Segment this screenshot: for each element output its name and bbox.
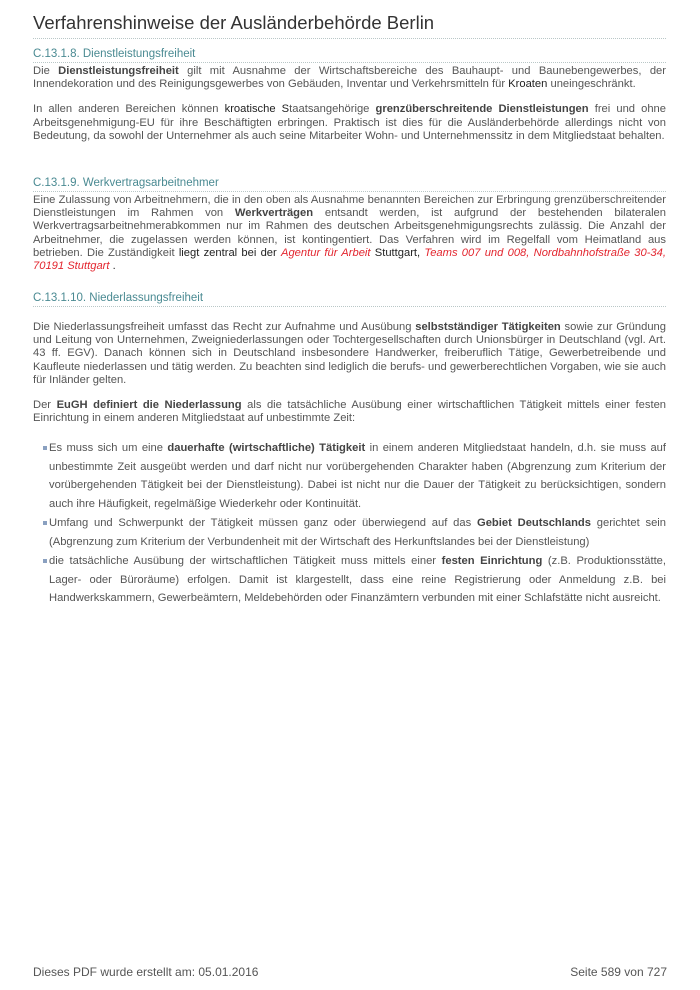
agentur-link[interactable]: Agentur für Arbeit: [280, 246, 371, 259]
section-title: C.13.1.10. Niederlassungsfreiheit: [33, 292, 666, 307]
paragraph: Die Niederlassungsfreiheit umfasst das Recht zur Aufnahme und Ausübung selbstständiger Tätigkeiten sowie zur Gründung und Leitung von Unternehmen, Zweigniederlassungen oder Tochtergesellschaften durch Unionsbürger in Deutschland (vgl. Art. 43 ff. EGV). Danach können sich in Deutschland insbesondere Handwerker, freiberuflich Tätige, Gewerbetreibende und Kaufleute niederlassen und tätig werden. Zu beachten sind lediglich die berufs- und gewerberechtlichen Vorgaben, wie sie auch für Inländer gelten.: [33, 321, 666, 386]
bullet-icon: [43, 521, 47, 525]
footer-created: Dieses PDF wurde erstellt am: 05.01.2016: [33, 965, 259, 979]
section-werkvertragsarbeitnehmer: [33, 177, 666, 285]
paragraph: In allen anderen Bereichen können kroatische Staatsangehörige grenzüberschreitende Dienstleistungen frei und ohne Arbeitsgenehmigung-EU für ihre Beschäftigten erbringen. Praktisch ist dies für die Ausländerbehörde allerdings nicht von Bedeutung, da sowohl der Unternehmer als auch seine Mitarbeiter Wohn- und Unternehmenssitz in dem Mitgliedstaat behalten.: [33, 103, 666, 142]
criteria-list: [33, 439, 666, 608]
paragraph: Eine Zulassung von Arbeitnehmern, die in den oben als Ausnahme benannten Bereichen zur Erbringung grenzüberschreitender Dienstleistungen im Rahmen von Werkverträgen entsandt werden, ist aufgrund der bestehenden bilateralen Werkvertragsarbeitnehmerabkommen nur im Rahmen des deutschen Arbeitsgenehmigungsrechts zulässig. Die Anzahl der Arbeitnehmer, die zugelassen werden können, ist kontingentiert. Das Verfahren wird im Regelfall vom Heimatland aus betrieben. Die Zuständigkeit liegt zentral bei der Agentur für Arbeit Stuttgart, Teams 007 und 008, Nordbahnhofstraße 30-34, 70191 Stuttgart .: [33, 194, 667, 273]
page-title: Verfahrenshinweise der Ausländerbehörde Berlin: [33, 12, 666, 39]
list-item: die tatsächliche Ausübung der wirtschaftlichen Tätigkeit muss mittels einer festen Einrichtung (z.B. Produktionsstätte, Lager- oder Büroräume) erfolgen. Damit ist klargestellt, dass eine reine Registrierung oder Anmeldung z.B. bei Handwerkskammern, Gewerbeämtern, Meldebehörden oder Finanzämtern verbunden mit einer Schlafstätte nicht ausreicht.: [33, 552, 666, 608]
paragraph: Die Dienstleistungsfreiheit gilt mit Ausnahme der Wirtschaftsbereiche des Bauhaupt- und Baunebengewerbes, der Innendekoration und des Reinigungsgewerbes von Gebäuden, Inventar und Verkehrsmitteln für Kroaten uneingeschränkt.: [33, 65, 666, 91]
section-dienstleistungsfreiheit: [33, 48, 666, 155]
section-niederlassungsfreiheit: [33, 292, 666, 609]
section-title: C.13.1.8. Dienstleistungsfreiheit: [33, 48, 666, 63]
bullet-icon: [43, 559, 47, 563]
section-title: C.13.1.9. Werkvertragsarbeitnehmer: [33, 177, 666, 192]
list-item: Umfang und Schwerpunkt der Tätigkeit müssen ganz oder überwiegend auf das Gebiet Deutschlands gerichtet sein (Abgrenzung zum Kriterium der Verbundenheit mit der Wirtschaft des Herkunftslandes bei der Dienstleistung): [33, 514, 666, 551]
list-item: Es muss sich um eine dauerhafte (wirtschaftliche) Tätigkeit in einem anderen Mitgliedstaat handeln, d.h. sie muss auf unbestimmte Zeit ausgeübt werden und darf nicht nur vorübergehenden Charakter haben (Abgrenzung zum Kriterium der vorübergehenden Tätigkeit bei der Dienstleistung). Dabei ist nicht nur die Dauer der Tätigkeit zu berücksichtigen, sondern auch ihre Häufigkeit, regelmäßige Wiederkehr oder Kontinuität.: [33, 439, 666, 513]
bullet-icon: [43, 446, 47, 450]
address-link[interactable]: Teams 007 und 008, Nordbahnhofstraße 30-34, 70191 Stuttgart: [33, 246, 666, 273]
footer-page-number: Seite 589 von 727: [570, 965, 667, 979]
paragraph: Der EuGH definiert die Niederlassung als die tatsächliche Ausübung einer wirtschaftlichen Tätigkeit mittels einer festen Einrichtung in einem anderen Mitgliedstaat auf unbestimmte Zeit:: [33, 399, 667, 425]
